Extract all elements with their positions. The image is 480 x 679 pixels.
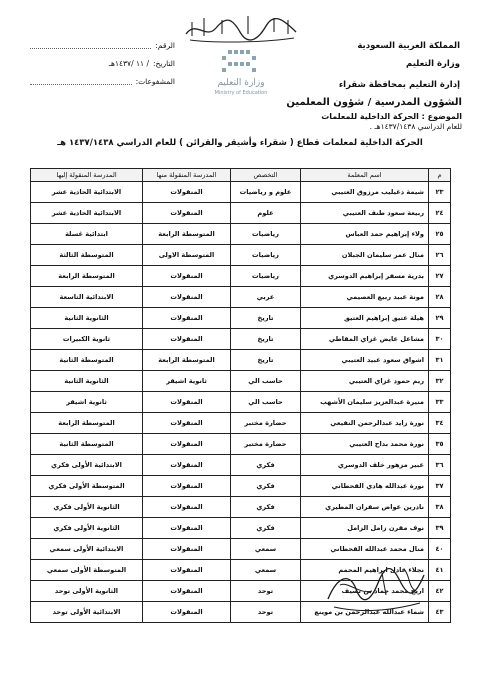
cell-specialty: عربي xyxy=(231,287,301,308)
table-row xyxy=(31,497,451,518)
header-left-block xyxy=(30,40,175,94)
table-row xyxy=(31,245,451,266)
cell-to-school: الابتدائية الأولى فكري xyxy=(31,455,143,476)
cell-from-school: المنقولات xyxy=(143,539,231,560)
table-row xyxy=(31,203,451,224)
cell-row-number: ٤٣ xyxy=(429,602,451,623)
table-row xyxy=(31,266,451,287)
table-row xyxy=(31,518,451,539)
cell-from-school: المنقولات xyxy=(143,287,231,308)
cell-row-number: ٢٦ xyxy=(429,245,451,266)
cell-row-number: ٣٢ xyxy=(429,371,451,392)
cell-from-school: المنقولات xyxy=(143,392,231,413)
cell-row-number: ٢٧ xyxy=(429,266,451,287)
cell-teacher-name: بدرية مسفر إبراهيم الدوسري xyxy=(301,266,429,287)
cell-to-school: المتوسطة الأولى سمعي xyxy=(31,560,143,581)
table-row xyxy=(31,434,451,455)
cell-specialty: رياضيات xyxy=(231,266,301,287)
cell-to-school: الابتدائية الحادية عشر xyxy=(31,182,143,203)
cell-from-school: المنقولات xyxy=(143,602,231,623)
cell-teacher-name: مشاعل عايض غزاي المقاطي xyxy=(301,329,429,350)
cell-row-number: ٢٣ xyxy=(429,182,451,203)
cell-teacher-name: نجلاء عادل ابراهيم المحمم xyxy=(301,560,429,581)
cell-teacher-name: اريج محمد حماد بن نصيف xyxy=(301,581,429,602)
header-right-block xyxy=(290,40,460,92)
cell-row-number: ٣٥ xyxy=(429,434,451,455)
cell-from-school: المنقولات xyxy=(143,581,231,602)
subject-year-line: للعام الدراسي ١٤٣٧/١٤٣٨هـ . xyxy=(369,122,462,131)
cell-specialty: تاريخ xyxy=(231,329,301,350)
reference-label: الرقم: xyxy=(155,41,175,50)
table-row xyxy=(31,287,451,308)
handwritten-signature xyxy=(320,555,430,615)
cell-from-school: المنقولات xyxy=(143,455,231,476)
cell-teacher-name: نادرين عواض سفران المطيري xyxy=(301,497,429,518)
cell-specialty: فكري xyxy=(231,518,301,539)
cell-specialty: سمعي xyxy=(231,560,301,581)
basmala-calligraphy xyxy=(182,10,300,44)
cell-to-school: الابتدائية الأولى سمعي xyxy=(31,539,143,560)
cell-row-number: ٣٤ xyxy=(429,413,451,434)
education-directorate: إدارة التعليم بمحافظة شقراء xyxy=(338,80,460,90)
cell-from-school: المنقولات xyxy=(143,203,231,224)
col-header-specialty: التخصص xyxy=(231,169,301,182)
cell-specialty: رياضيات xyxy=(231,245,301,266)
cell-row-number: ٣١ xyxy=(429,350,451,371)
cell-row-number: ٤٠ xyxy=(429,539,451,560)
table-row xyxy=(31,224,451,245)
table-row xyxy=(31,308,451,329)
cell-from-school: المنقولات xyxy=(143,560,231,581)
cell-teacher-name: ربيعة سعود طنف العتيبي xyxy=(301,203,429,224)
subject-line: الموضوع : الحركة الداخلية للمعلمات xyxy=(321,112,462,121)
cell-to-school: الابتدائية الأولى توحد xyxy=(31,602,143,623)
cell-teacher-name: نوف مقرن زامل الزامل xyxy=(301,518,429,539)
cell-teacher-name: منيرة عبدالعزيز سليمان الأشهب xyxy=(301,392,429,413)
cell-from-school: المتوسطة الرابعة xyxy=(143,350,231,371)
attachments-dots xyxy=(30,76,132,85)
col-header-to-school: المدرسة المنقولة إليها xyxy=(31,169,143,182)
cell-teacher-name: عبير مزهور خلف الدوسري xyxy=(301,455,429,476)
cell-to-school: ثانوية اشيقر xyxy=(31,392,143,413)
cell-row-number: ٣٠ xyxy=(429,329,451,350)
department-line: الشؤون المدرسية / شؤون المعلمين xyxy=(286,97,462,108)
subject-block xyxy=(212,96,462,132)
cell-teacher-name: منال عمر سليمان الجبلان xyxy=(301,245,429,266)
cell-from-school: ثانوية اشيقر xyxy=(143,371,231,392)
table-header-row xyxy=(31,169,451,182)
cell-specialty: علوم و رياضيات xyxy=(231,182,301,203)
cell-to-school: الثانوية الأولى فكري xyxy=(31,497,143,518)
cell-from-school: المنقولات xyxy=(143,413,231,434)
cell-teacher-name: ريم حمود غزاي العتيبي xyxy=(301,371,429,392)
table-row xyxy=(31,350,451,371)
cell-to-school: الثانوية الأولى فكري xyxy=(31,518,143,539)
cell-row-number: ٢٨ xyxy=(429,287,451,308)
cell-specialty: فكري xyxy=(231,455,301,476)
table-row xyxy=(31,329,451,350)
cell-row-number: ٣٩ xyxy=(429,518,451,539)
cell-specialty: علوم xyxy=(231,203,301,224)
table-row xyxy=(31,392,451,413)
svg-text:وزارة التعليم: وزارة التعليم xyxy=(217,78,265,88)
reference-dots xyxy=(30,40,151,49)
cell-row-number: ٣٦ xyxy=(429,455,451,476)
cell-teacher-name: ولاء إبراهيم حمد العباس xyxy=(301,224,429,245)
cell-to-school: ثانوية الكبيرات xyxy=(31,329,143,350)
cell-to-school: المتوسطة الثانية xyxy=(31,350,143,371)
cell-teacher-name: نورة زايد عبدالرحمن النفيعي xyxy=(301,413,429,434)
cell-from-school: المنقولات xyxy=(143,497,231,518)
cell-specialty: رياضيات xyxy=(231,224,301,245)
col-header-number: م xyxy=(429,169,451,182)
svg-text:Ministry of Education: Ministry of Education xyxy=(214,90,268,96)
cell-from-school: المنقولات xyxy=(143,434,231,455)
cell-from-school: المتوسطة الاولى xyxy=(143,245,231,266)
cell-to-school: الثانوية الثانية xyxy=(31,371,143,392)
cell-to-school: المتوسطة الثالثة xyxy=(31,245,143,266)
cell-from-school: المتوسطة الرابعة xyxy=(143,224,231,245)
date-label: التاريخ: xyxy=(153,59,175,68)
cell-teacher-name: اشواق سعود عبيد العتيبي xyxy=(301,350,429,371)
cell-row-number: ٣٣ xyxy=(429,392,451,413)
cell-from-school: المنقولات xyxy=(143,266,231,287)
cell-specialty: تاريخ xyxy=(231,308,301,329)
col-header-teacher-name: اسم المعلمة xyxy=(301,169,429,182)
table-row xyxy=(31,476,451,497)
cell-row-number: ٢٥ xyxy=(429,224,451,245)
reference-row xyxy=(30,40,175,51)
table-row xyxy=(31,413,451,434)
cell-row-number: ٣٧ xyxy=(429,476,451,497)
cell-teacher-name: نورة محمد بداح العتيبي xyxy=(301,434,429,455)
cell-teacher-name: مونة عبيد ربيع العصيمي xyxy=(301,287,429,308)
cell-to-school: الثانوية الأولى توحد xyxy=(31,581,143,602)
cell-row-number: ٢٤ xyxy=(429,203,451,224)
cell-row-number: ٣٨ xyxy=(429,497,451,518)
cell-teacher-name: شيمة دغيليب مرزوق العتيبي xyxy=(301,182,429,203)
cell-teacher-name: منال محمد عبدالله القحطاني xyxy=(301,539,429,560)
cell-specialty: توحد xyxy=(231,581,301,602)
cell-from-school: المنقولات xyxy=(143,476,231,497)
cell-row-number: ٤١ xyxy=(429,560,451,581)
cell-to-school: المتوسطة الثانية xyxy=(31,434,143,455)
cell-specialty: توحد xyxy=(231,602,301,623)
cell-specialty: فكري xyxy=(231,497,301,518)
cell-to-school: الثانوية الثانية xyxy=(31,308,143,329)
cell-to-school: المتوسطة الرابعة xyxy=(31,266,143,287)
cell-specialty: سمعي xyxy=(231,539,301,560)
country-name: المملكة العربية السعودية xyxy=(357,41,460,51)
cell-to-school: الابتدائية التاسعة xyxy=(31,287,143,308)
ministry-logo xyxy=(182,48,300,98)
cell-specialty: حاسب الي xyxy=(231,392,301,413)
cell-from-school: المنقولات xyxy=(143,518,231,539)
attachments-row xyxy=(30,76,175,87)
cell-specialty: حضارة مختبر xyxy=(231,413,301,434)
cell-to-school: المتوسطة الرابعة xyxy=(31,413,143,434)
cell-to-school: الابتدائية الحادية عشر xyxy=(31,203,143,224)
col-header-from-school: المدرسة المنقولة منها xyxy=(143,169,231,182)
date-value: / ١١ /١٤٣٧هـ xyxy=(108,59,149,68)
table-row xyxy=(31,371,451,392)
table-row xyxy=(31,182,451,203)
cell-row-number: ٢٩ xyxy=(429,308,451,329)
date-row xyxy=(30,58,175,69)
cell-from-school: المنقولات xyxy=(143,329,231,350)
cell-from-school: المنقولات xyxy=(143,182,231,203)
cell-from-school: المنقولات xyxy=(143,308,231,329)
cell-specialty: حاسب الي xyxy=(231,371,301,392)
table-row xyxy=(31,455,451,476)
cell-specialty: فكري xyxy=(231,476,301,497)
cell-teacher-name: نورة عبدالله هادي القحطاني xyxy=(301,476,429,497)
cell-teacher-name: شماء عبدالله عبدالرحمن بن موينع xyxy=(301,602,429,623)
ministry-name: وزارة التعليم xyxy=(406,59,460,69)
cell-to-school: المتوسطة الأولى فكري xyxy=(31,476,143,497)
attachments-label: المشفوعات: xyxy=(135,77,175,86)
cell-row-number: ٤٢ xyxy=(429,581,451,602)
cell-to-school: ابتدائية غسلة xyxy=(31,224,143,245)
cell-specialty: تاريخ xyxy=(231,350,301,371)
cell-specialty: حضارة مختبر xyxy=(231,434,301,455)
document-title: الحركة الداخلية لمعلمات قطاع ( شقراء وأشيقر والقرائن ) للعام الدراسي ١٤٣٧/١٤٣٨ هـ xyxy=(57,138,423,148)
cell-teacher-name: هيلة عتيق إبراهيم العتيق xyxy=(301,308,429,329)
